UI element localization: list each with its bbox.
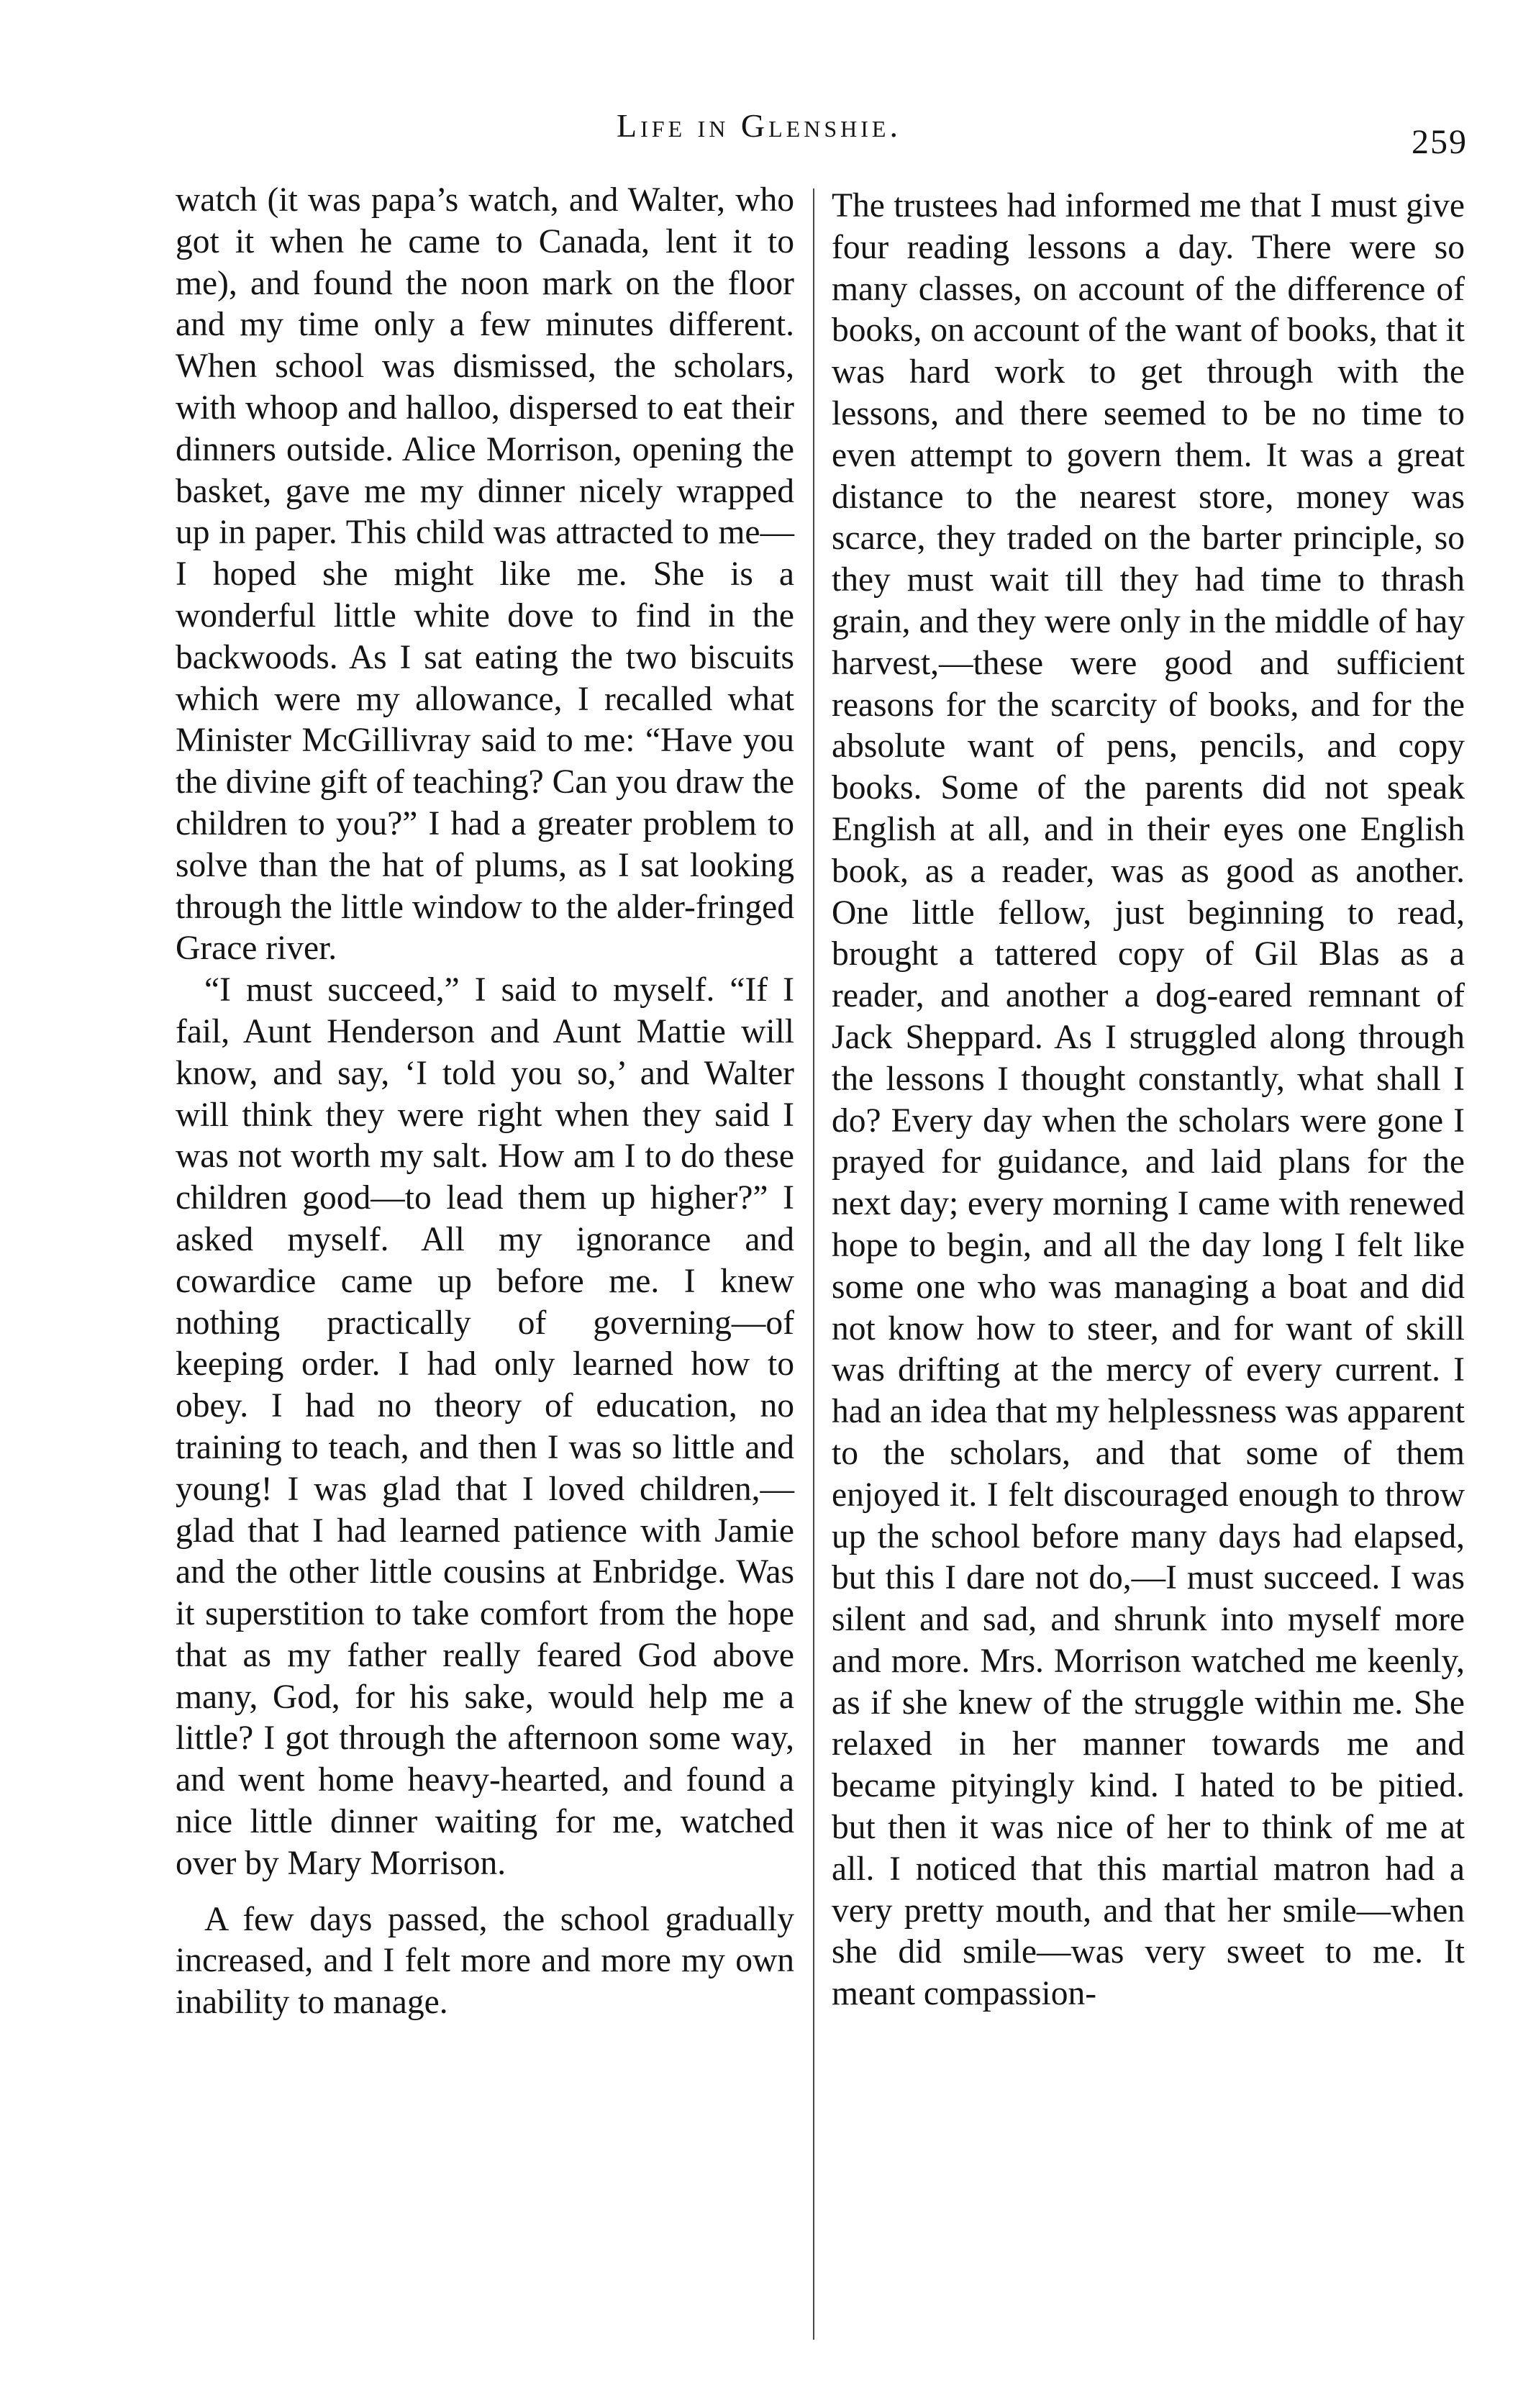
- page-number: 259: [1412, 123, 1468, 161]
- paragraph: A few days passed, the school gradually increased, and I felt more and more my own inability to manage.: [176, 1900, 794, 2022]
- column-divider: [813, 188, 814, 2340]
- paragraph: The trustees had informed me that I must give four reading lessons a day. There were so many classes, on account of the difference of books, on account of the want of books, that it was hard work to get through with the lessons, and there seemed to be no time to even attempt to govern them. It was a great distance to the nearest store, money was scarce, they traded on the barter principle, so they must wait till they had time to thrash grain, and they were only in the middle of hay harvest,—these were good and sufficient reasons for the scarcity of books, and for the absolute want of pens, pencils, and copy books. Some of the parents did not speak English at all, and in their eyes one English book, as a reader, was as good as another. One little fellow, just beginning to read, brought a tattered copy of Gil Blas as a reader, and another a dog-eared remnant of Jack Sheppard. As I struggled along through the lessons I thought constantly, what shall I do? Every day when the scholars were gone I prayed for guidance, and laid plans for the next day; every morning I came with renewed hope to begin, and all the day long I felt like some one who was managing a boat and did not know how to steer, and for want of skill was drifting at the mercy of every current. I had an idea that my helplessness was apparent to the scholars, and that some of them enjoyed it. I felt discouraged enough to throw up the school before many days had elapsed, but this I dare not do,—I must succeed. I was silent and sad, and shrunk into myself more and more. Mrs. Morrison watched me keenly, as if she knew of the struggle within me. She relaxed in her manner towards me and became pityingly kind. I hated to be pitied. but then it was nice of her to think of me at all. I noticed that this martial matron had a very pretty mouth, and that her smile—when she did smile—was very sweet to me. It meant compassion-: [832, 187, 1465, 2013]
- running-title: Life in Glenshie.: [617, 107, 901, 144]
- left-column: [176, 180, 794, 2024]
- paragraph: “I must succeed,” I said to myself. “If I fail, Aunt Henderson and Aunt Mattie will know, and say, ‘I told you so,’ and Walter will think they were right when they said I was not worth my salt. How am I to do these children good—to lead them up higher?” I asked myself. All my ignorance and cowardice came up before me. I knew nothing practically of governing—of keeping order. I had only learned how to obey. I had no theory of education, no training to teach, and then I was so little and young! I was glad that I loved children,—glad that I had learned patience with Jamie and the other little cousins at Enbridge. Was it superstition to take comfort from the hope that as my father really feared God above many, God, for his sake, would help me a little? I got through the afternoon some way, and went home heavy-hearted, and found a nice little dinner waiting for me, watched over by Mary Morrison.: [176, 971, 794, 1882]
- paragraph: watch (it was papa’s watch, and Walter, who got it when he came to Canada, lent it to me), and found the noon mark on the floor and my time only a few minutes different. When school was dismissed, the scholars, with whoop and halloo, dispersed to eat their dinners outside. Alice Morrison, opening the basket, gave me my dinner nicely wrapped up in paper. This child was attracted to me—I hoped she might like me. She is a wonderful little white dove to find in the backwoods. As I sat eating the two biscuits which were my allowance, I recalled what Minister McGillivray said to me: “Have you the divine gift of teaching? Can you draw the children to you?” I had a greater problem to solve than the hat of plums, as I sat looking through the little window to the alder-fringed Grace river.: [176, 181, 795, 968]
- right-column: [832, 186, 1465, 2015]
